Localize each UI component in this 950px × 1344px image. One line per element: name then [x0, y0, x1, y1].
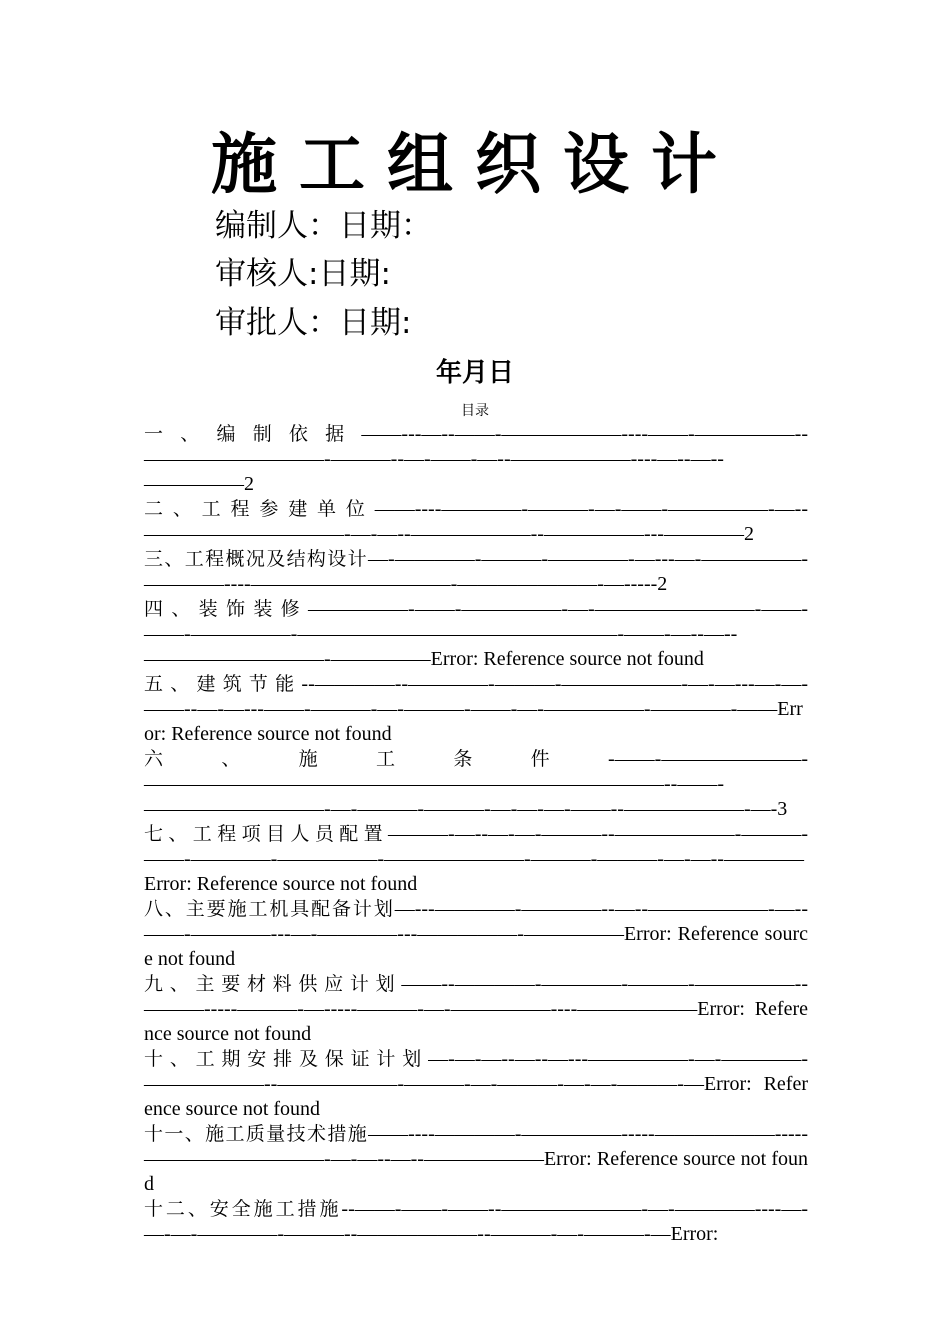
toc-entry-leader: ——--————-————-———-—————--———-----———-—-----———-—-—————----—————— [144, 973, 808, 1020]
toc-entry-leader: —————-——-—————-—-————————-——-——-—————-————————————————-——-—--—--—————————-————— [144, 598, 808, 670]
toc-entry-page: Error: Reference source not found [144, 1073, 808, 1120]
toc-entry-label: 五、建筑节能 [144, 673, 302, 695]
toc-entry-leader: --——-——-——--———————-—-————----—-—-—-————-———--——————--———-—-———-— [144, 1198, 808, 1245]
toc-entry-page: Error: Reference source not found [144, 1148, 808, 1195]
toc-entry-page: Error: Reference source not found [430, 648, 704, 670]
approver-date-line: 审批人：日期: [215, 305, 412, 341]
toc-entry[interactable] [144, 1122, 808, 1197]
toc-entry-page: 2 [657, 573, 668, 595]
toc-entry[interactable] [144, 422, 808, 497]
toc-entry[interactable] [144, 497, 808, 547]
toc-entry[interactable] [144, 1047, 808, 1122]
date-line: 年月日 [435, 358, 514, 388]
toc-entry[interactable] [144, 672, 808, 747]
toc-entry-page: Error: [670, 1223, 719, 1245]
toc-entry-page: Error: Reference source not found [144, 873, 418, 895]
toc-entry-leader: ———-—--—-—-———--——————-———-——-————-—————-———————-———-———-—-—--———— [144, 823, 808, 870]
toc-entry-label: 十二、安全施工措施 [144, 1198, 342, 1220]
toc-entry-leader: —-————-———-————-—---—-—————-————----——————————-———————-—----- [144, 548, 808, 595]
toc-entry-label: 七、工程项目人员配置 [144, 823, 389, 845]
toc-entry-label: 六、施工条件 [144, 748, 609, 770]
toc-entry-label: 四、装饰装修 [144, 598, 309, 620]
toc-entry[interactable] [144, 747, 808, 822]
toc-entry-leader: —---————-————--—--——————-—--——-————---—-————---—————-————— [144, 898, 808, 945]
toc-entry[interactable] [144, 547, 808, 597]
toc-entry-leader: -——-———————-——————————————————————————--——-—————————-—-———-———-—-—-—-——--——————-—- [144, 748, 808, 820]
toc-entry-leader: ——----————-———-—-——-—————-—--——————————-—-—--——————--—————---———— [144, 498, 808, 545]
toc-entry-leader: ——---—--——-——————----——-—————--—————————-———--—-——-—--——————----—--—--————— [144, 423, 808, 495]
toc-entry-label: 八、主要施工机具配备计划 [144, 898, 395, 920]
toc-entry-label: 十一、施工质量技术措施 [144, 1123, 369, 1145]
toc-entry-label: 二、工程参建单位 [144, 498, 375, 520]
compiler-date-line: 编制人：日期： [215, 208, 432, 244]
toc-heading: 目录 [461, 403, 489, 419]
toc-entry-page: Error: Reference source not found [144, 923, 808, 970]
toc-entry-page: Error: Reference source not found [144, 998, 808, 1045]
toc-entry[interactable] [144, 822, 808, 897]
toc-entry[interactable] [144, 972, 808, 1047]
toc-entry-label: 十、工期安排及保证计划 [144, 1048, 429, 1070]
toc-entry-leader: ——----————-—————-----——————-----—————————-—-—--—--—————— [144, 1123, 808, 1170]
reviewer-date-line: 审核人:日期: [215, 256, 391, 292]
toc-entry-label: 三、工程概况及结构设计 [144, 548, 369, 570]
toc-entry-label: 一、编制依据 [144, 423, 362, 445]
toc-entry-page: 2 [743, 523, 754, 545]
toc-entry[interactable] [144, 897, 808, 972]
document-title: 施工组织设计 [211, 126, 739, 203]
toc-entry-leader: —-—-—--—--—---—————-—-————-——————--——————-———-—-———-—-—-———-— [144, 1048, 808, 1095]
toc-entry-leader: --————--————-———-——————-—-—---—-—-——--—-—---——-———-—-———-——-—-—————-————-—— [144, 673, 808, 720]
toc-entry-page: 3 [777, 798, 788, 820]
toc-entry[interactable] [144, 597, 808, 672]
toc-entry-page: 2 [244, 473, 254, 495]
toc-entry-label: 九、主要材料供应计划 [144, 973, 402, 995]
toc-entry[interactable] [144, 1197, 808, 1247]
toc-entry-page: Error: Reference source not found [144, 698, 803, 745]
table-of-contents [144, 422, 808, 1247]
